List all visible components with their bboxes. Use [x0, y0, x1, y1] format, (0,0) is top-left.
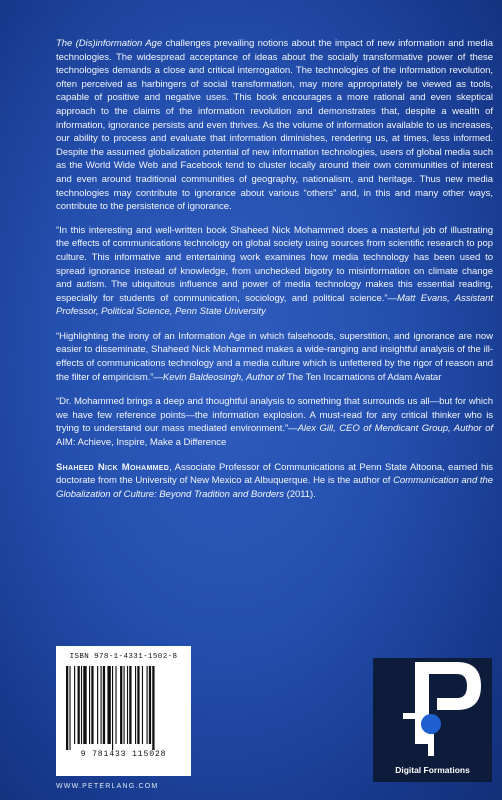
back-cover-text: [56, 37, 493, 512]
endorsement-book: AIM: Achieve, Inspire, Make a Difference: [56, 437, 227, 449]
endorsement-text: “Dr. Mohammed brings a deep and thoughtful analysis to something that surrounds us all—but for which we have few reference points—the information explosion. A must-read for any critical thinker who is trying to understand our mass mediated environment.”: [56, 396, 493, 435]
endorsement-attribution: —Kevin Baldeosingh, Author of: [153, 371, 287, 383]
isbn-label: ISBN 978-1-4331-1502-8: [69, 653, 178, 661]
series-logo: [373, 658, 492, 782]
bio-end: (2011).: [283, 488, 316, 500]
endorsement-attribution: —Alex Gill, CEO of Mendicant Group, Author of: [288, 423, 493, 435]
endorsements: [56, 224, 493, 450]
bio-text: , Associate Professor of Communications at Penn State Altoona, earned his doctorate from the University of New Mexico at Albuquerque. He is the author of: [56, 461, 494, 487]
endorsement-book: The Ten Incarnations of Adam Avatar: [286, 371, 442, 383]
description-text: challenges prevailing notions about the impact of new information and media technologies. The widespread acceptance of ideas about the socially transformative power of these technologies demands a close and critical interrogation. The technologies of the information revolution, often perceived as harbingers of social transformation, may more appropriately be viewed as tools, capable of positive and negative uses. This book encourages a more rational and even skeptical approach to the claims of the information revolution and demonstrates that, despite a wealth of information, ignorance persists and even thrives. As the volume of information available to us increases, our ability to process and evaluate that information diminishes, rendering us, at times, less informed. Despite the assumed globalization potential of new information technologies, users of global media such as the World Wide Web and Facebook tend to cluster locally around their own communities of interest and even around traditional communities of geography, nationalism, and heritage. Thus new media technologies may contribute to ignorance about various “others” and, in this and many other ways, contribute to the persistence of ignorance.: [56, 38, 493, 213]
isbn-digits: 9 781433 115028: [80, 750, 167, 759]
barcode-bars: [64, 666, 183, 750]
description-paragraph: [56, 37, 493, 214]
endorsement: [56, 330, 493, 384]
digital-formations-logo-icon: [373, 658, 492, 782]
endorsement: [56, 395, 493, 449]
bio-book-title: Communication and the Globalization of Culture: Beyond Tradition and Borders: [56, 475, 493, 500]
author-bio: [56, 461, 493, 502]
endorsement-text: “In this interesting and well-written book Shaheed Nick Mohammed does a masterful job of illustrating the effects of communications technology on global society using sources from scientific research to pop culture. This informative and entertaining work examines how media technology has been used to spread ignorance instead of knowledge, from unchecked bigotry to misinformation on climate change and autism. The ubiquitous influence and power of media technology makes this essential reading, especially for students of communication, sociology, and political science.”: [56, 224, 493, 304]
endorsement-attribution: —Matt Evans, Assistant Professor, Political Science, Penn State University: [56, 292, 493, 318]
series-name: Digital Formations: [395, 765, 470, 775]
endorsement-text: “Highlighting the irony of an Information Age in which falsehoods, superstition, and ignorance are now easier to disseminate, Shaheed Nick Mohammed makes a wide-ranging and insightful analysis of the ill-effects of communications technology and a media culture which is unfettered by the rigor of reason and the filter of empiricism.”: [56, 330, 493, 383]
publisher-website: WWW.PETERLANG.COM: [56, 783, 159, 790]
author-name: Shaheed Nick Mohammed: [56, 461, 170, 473]
book-title: The (Dis)information Age: [56, 38, 163, 49]
barcode: [56, 646, 191, 776]
endorsement: [56, 224, 493, 319]
